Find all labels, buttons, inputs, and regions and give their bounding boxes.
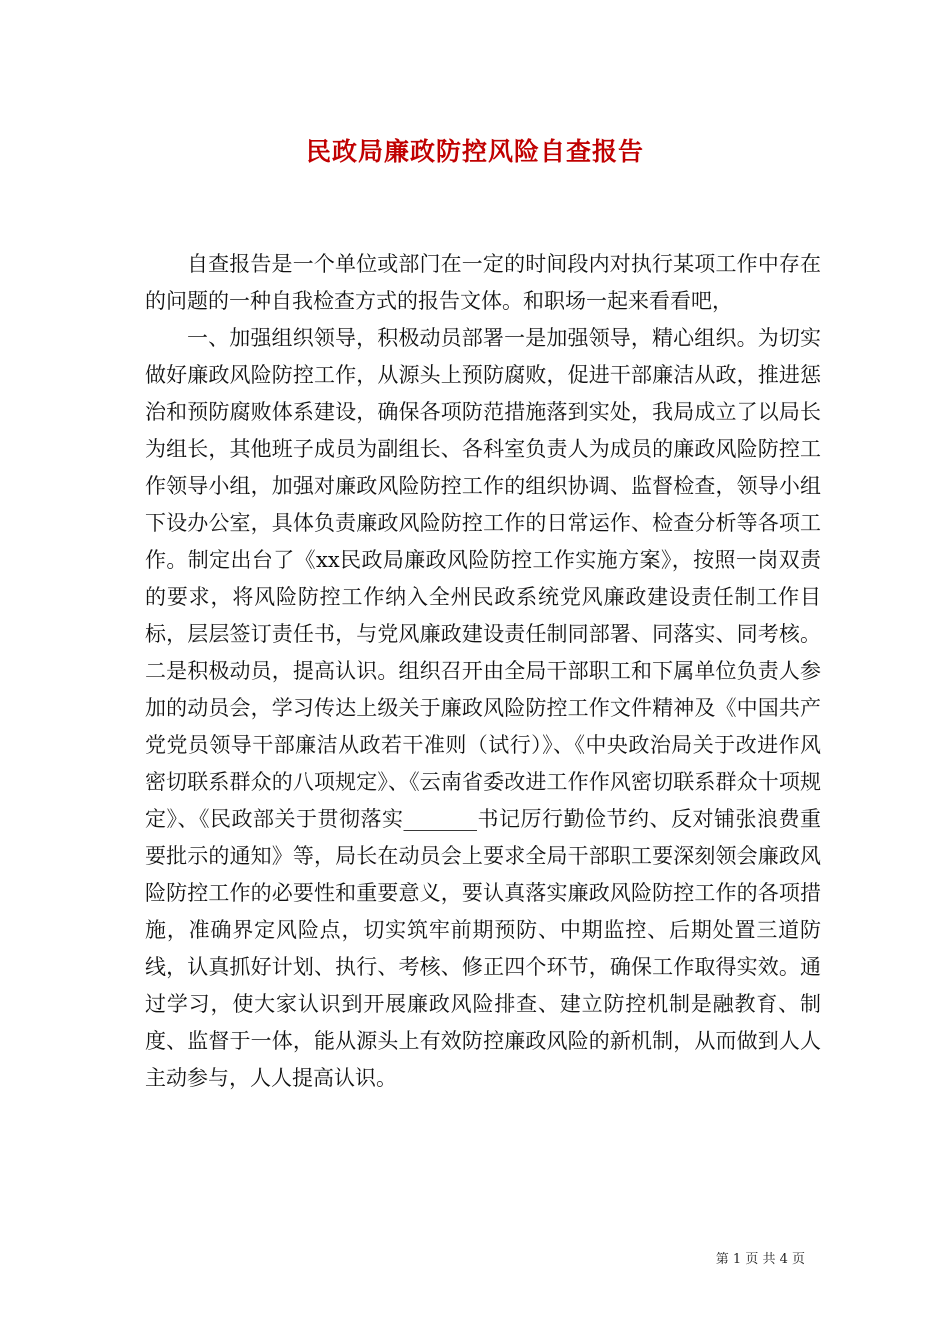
paragraph-section-one: 一、加强组织领导，积极动员部署一是加强领导，精心组织。为切实做好廉政风险防控工作，从源头上预防腐败，促进干部廉洁从政，推进惩治和预防腐败体系建设，确保各项防范措施落到实处，我局成立了以局长为组长，其他班子成员为副组长、各科室负责人为成员的廉政风险防控工作领导小组，加强对廉政风险防控工作的组织协调、监督检查，领导小组下设办公室，具体负责廉政风险防控工作的日常运作、检查分析等各项工作。制定出台了《xx民政局廉政风险防控工作实施方案》，按照一岗双责的要求，将风险防控工作纳入全州民政系统党风廉政建设责任制工作目标，层层签订责任书，与党风廉政建设责任制同部署、同落实、同考核。二是积极动员，提高认识。组织召开由全局干部职工和下属单位负责人参加的动员会，学习传达上级关于廉政风险防控工作文件精神及《中国共产党党员领导干部廉洁从政若干准则（试行）》、《中央政治局关于改进作风密切联系群众的八项规定》、《云南省委改进工作作风密切联系群众十项规定》、《民政部关于贯彻落实_______书记厉行勤俭节约、反对铺张浪费重要批示的通知》等，局长在动员会上要求全局干部职工要深刻领会廉政风险防控工作的必要性和重要意义，要认真落实廉政风险防控工作的各项措施，准确界定风险点，切实筑牢前期预防、中期监控、后期处置三道防线，认真抓好计划、执行、考核、修正四个环节，确保工作取得实效。通过学习，使大家认识到开展廉政风险排查、建立防控机制是融教育、制度、监督于一体，能从源头上有效防控廉政风险的新机制，从而做到人人主动参与，人人提高认识。 — [145, 326, 821, 1090]
document-body — [145, 246, 821, 1097]
document-title: 民政局廉政防控风险自查报告 — [305, 137, 644, 166]
page-number: 第 1 页 共 4 页 — [715, 1252, 805, 1267]
paragraph-intro: 自查报告是一个单位或部门在一定的时间段内对执行某项工作中存在的问题的一种自我检查方式的报告文体。和职场一起来看看吧， — [145, 252, 821, 313]
